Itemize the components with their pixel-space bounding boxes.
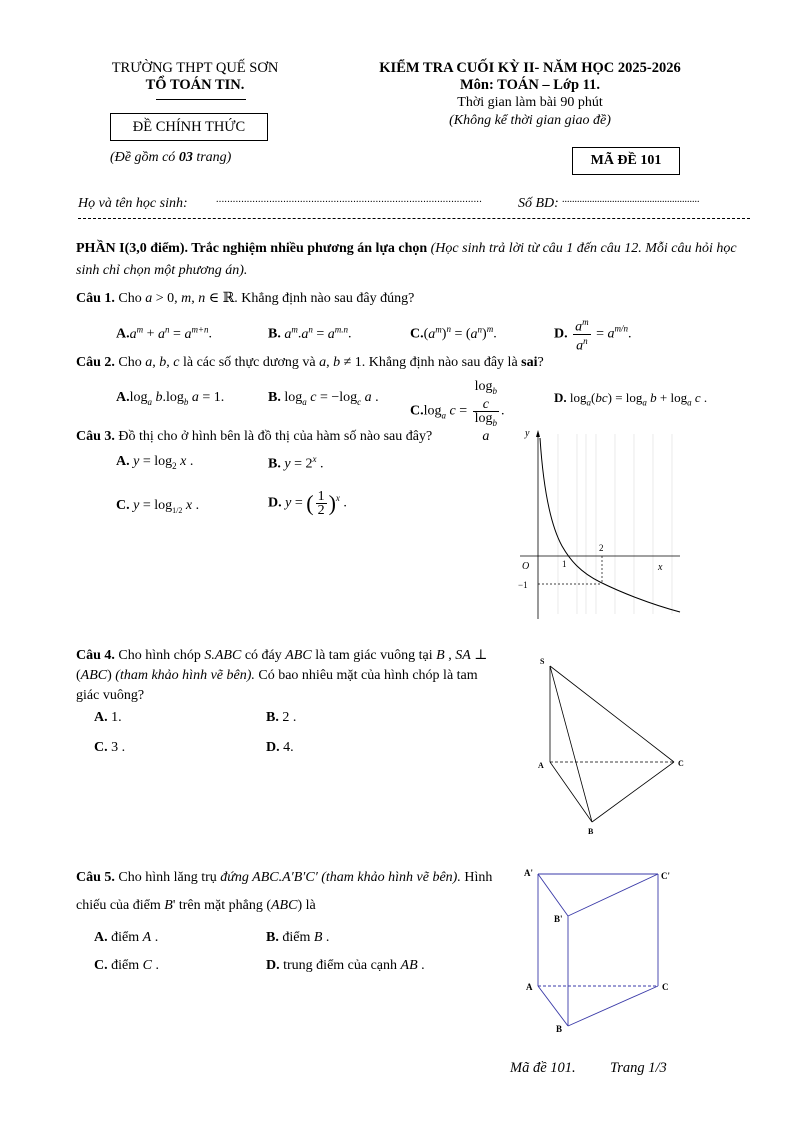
q5-option-d[interactable]: D. trung điểm của cạnh AB . bbox=[266, 958, 425, 973]
exam-time-note: (Không kể thời gian giao đề) bbox=[449, 113, 611, 128]
part1-heading: PHẦN I(3,0 điểm). Trắc nghiệm nhiều phương án lựa chọn (Học sinh trả lời từ câu 1 đến câu 12. Mỗi câu hỏi học sinh chỉ chọn một phương án). bbox=[76, 241, 737, 278]
question-3: Câu 3. Đồ thị cho ở hình bên là đồ thị của hàm số nào sau đây? bbox=[76, 429, 433, 444]
q1-option-d[interactable]: D. $\frac{a^m}{a^n}$ = $a^{m/n}$. bbox=[554, 317, 632, 354]
q3-x-label: x bbox=[658, 562, 663, 573]
q5-option-b[interactable]: B. điểm B . bbox=[266, 930, 330, 945]
svg-text:B: B bbox=[556, 1024, 563, 1034]
q1-option-c[interactable]: $C.(a^m)^n = (a^n)^m$. bbox=[410, 324, 497, 342]
exam-time: Thời gian làm bài 90 phút bbox=[457, 95, 603, 110]
question-2: Câu 2. Cho a, b, c là các số thực dương và a, b ≠ 1. Khẳng định nào sau đây là sai? bbox=[76, 355, 544, 370]
q1-option-a[interactable]: $A.a^m + a^n = a^{m+n}$. bbox=[116, 324, 213, 342]
exam-code-badge: MÃ ĐỀ 101 bbox=[572, 147, 680, 175]
q3-option-a[interactable]: A. $y = \log_2 x$ . bbox=[116, 454, 194, 471]
separator-line bbox=[78, 218, 750, 219]
q4-pyramid-figure bbox=[530, 650, 690, 840]
q3-tick-minus-1: −1 bbox=[518, 580, 528, 590]
official-badge: ĐỀ CHÍNH THỨC bbox=[110, 113, 268, 141]
student-id-label: Số BD: bbox=[518, 196, 559, 211]
q2-option-b[interactable]: B. $\log_a c = -\log_c$ a . bbox=[268, 390, 379, 407]
svg-text:A': A' bbox=[524, 868, 533, 878]
question-1: Câu 1. Cho a > 0, m, n ∈ ℝ. Khẳng định nào sau đây đúng? bbox=[76, 291, 415, 306]
student-id-field[interactable]: ....................................................... bbox=[562, 194, 700, 205]
q4-option-a[interactable]: A. 1. bbox=[94, 710, 122, 725]
q3-tick-2: 2 bbox=[599, 543, 604, 553]
page-count-note: (Đề gồm có 03 trang) bbox=[110, 150, 232, 165]
q2-option-c[interactable]: $C.\log_a$ c = $\log_b$ c $\log_b$ a . bbox=[410, 379, 505, 444]
q3-option-c[interactable]: C. $y = \log_{1/2} x$ . bbox=[116, 498, 200, 515]
svg-text:A: A bbox=[538, 761, 544, 770]
q3-graph bbox=[510, 424, 690, 624]
q4-option-b[interactable]: B. 2 . bbox=[266, 710, 297, 725]
q5-prism-figure bbox=[520, 862, 690, 1042]
svg-text:A: A bbox=[526, 982, 533, 992]
student-name-field[interactable]: ............................................................................................... bbox=[216, 194, 482, 205]
svg-text:B': B' bbox=[554, 914, 563, 924]
q2-option-a[interactable]: $A.\log_a$ $b.\log_b$ a = 1. bbox=[116, 390, 225, 407]
header-underline bbox=[156, 99, 246, 100]
q3-y-label: y bbox=[525, 428, 530, 439]
q5-option-c[interactable]: C. điểm C . bbox=[94, 958, 159, 973]
question-5: Câu 5. Cho hình lăng trụ đứng ABC.A′B′C′ (tham khảo hình vẽ bên). Hình chiếu của điểm B' trên mặt phẳng (ABC) là bbox=[76, 870, 493, 913]
svg-text:B: B bbox=[588, 827, 594, 836]
footer-code: Mã đề 101. bbox=[510, 1060, 576, 1076]
q4-option-c[interactable]: C. 3 . bbox=[94, 740, 126, 755]
q1-option-b[interactable]: B. $a^m.a^n = a^{m.n}$. bbox=[268, 324, 352, 342]
svg-text:C: C bbox=[678, 759, 684, 768]
school-name: TRƯỜNG THPT QUẾ SƠN bbox=[111, 60, 279, 76]
exam-subject: Môn: TOÁN – Lớp 11. bbox=[459, 77, 601, 93]
question-4: Câu 4. Cho hình chóp S.ABC có đáy ABC là tam giác vuông tại B , SA ⊥ (ABC) (tham khảo hình vẽ bên). Có bao nhiêu mặt của hình chóp là tam giác vuông? bbox=[76, 648, 488, 703]
svg-text:C: C bbox=[662, 982, 669, 992]
q4-option-d[interactable]: D. 4. bbox=[266, 740, 294, 755]
exam-title: KIỂM TRA CUỐI KỲ II- NĂM HỌC 2025-2026 bbox=[379, 60, 681, 76]
q3-tick-1: 1 bbox=[562, 559, 567, 569]
student-name-label: Họ và tên học sinh: bbox=[78, 196, 188, 211]
q3-option-d[interactable]: D. y = ( $\frac{1}{2}$ )$^x$ . bbox=[268, 489, 347, 518]
q3-option-b[interactable]: B. $y = 2^x$ . bbox=[268, 454, 324, 472]
q3-curve bbox=[540, 438, 680, 612]
footer-page: Trang 1/3 bbox=[610, 1060, 667, 1076]
svg-text:S: S bbox=[540, 657, 545, 666]
svg-text:C': C' bbox=[661, 871, 670, 881]
q3-origin-label: O bbox=[522, 561, 530, 572]
q5-option-a[interactable]: A. điểm A . bbox=[94, 930, 159, 945]
q2-option-d[interactable]: D. $\log_a(bc) = \log_a b + \log_a c$ . bbox=[554, 390, 708, 408]
department-name: TỔ TOÁN TIN. bbox=[145, 77, 245, 93]
